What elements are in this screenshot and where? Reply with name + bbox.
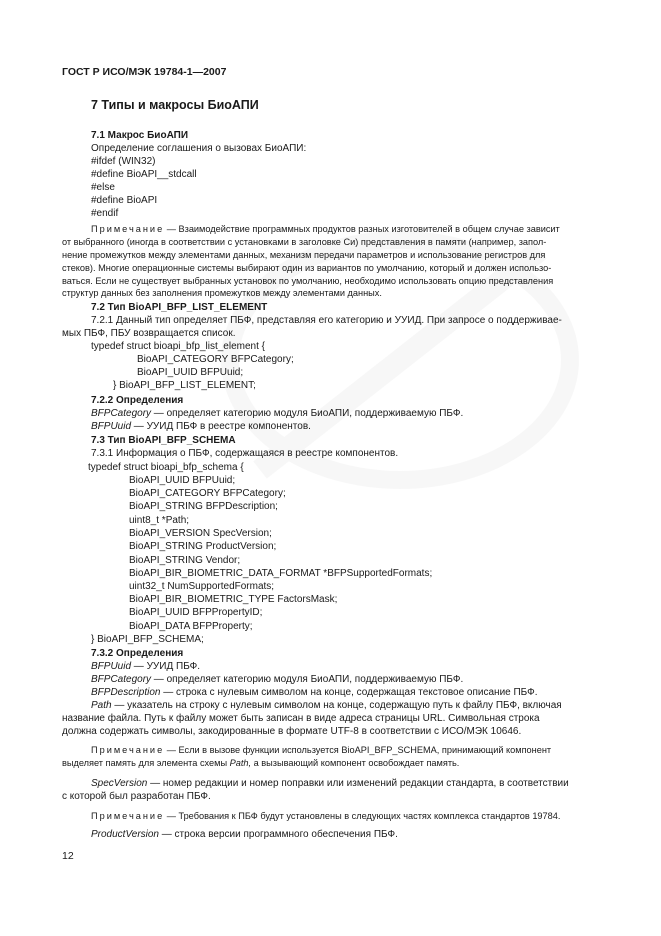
note-line: стеков). Многие операционные системы выбирают один из вариантов по умолчанию, который и должен использо- <box>62 263 552 273</box>
note-line: Примечание — Если в вызове функции используется BioAPI_BFP_SCHEMA, принимающий компонент <box>91 745 552 755</box>
definition-line: SpecVersion — номер редакции и номер поправки или изменений редакции стандарта, в соответствии <box>91 778 569 789</box>
note-line: Примечание — Взаимодействие программных продуктов разных изготовителей в общем случае зависит <box>91 224 560 234</box>
code-line: BioAPI_CATEGORY BFPCategory; <box>137 354 294 365</box>
code-line: #define BioAPI <box>91 195 158 206</box>
code-field: BioAPI_STRING ProductVersion; <box>129 541 277 552</box>
definition-term: SpecVersion <box>91 778 148 789</box>
note-line: нение промежутков между элементами данных, механизм передачи параметров и использование регистров для <box>62 250 546 260</box>
definition-term: Path, <box>229 758 252 768</box>
definition-term: BFPCategory <box>91 674 152 685</box>
code-line: } BioAPI_BFP_LIST_ELEMENT; <box>113 380 256 391</box>
code-field: BioAPI_UUID BFPUuid; <box>129 475 236 486</box>
note-line: от выбранного (иногда в соответствии с установками в заголовке Си) представления в памяти (например, запол- <box>62 237 547 247</box>
page-number: 12 <box>62 850 74 862</box>
code-field: BioAPI_BIR_BIOMETRIC_TYPE FactorsMask; <box>129 594 338 605</box>
definition-line: BFPCategory — определяет категорию модуля БиоАПИ, поддерживаемую ПБФ. <box>91 674 464 685</box>
standard-designation: ГОСТ Р ИСО/МЭК 19784-1—2007 <box>62 66 227 78</box>
definition-term: BFPUuid <box>91 661 132 672</box>
code-line: #ifdef (WIN32) <box>91 156 156 167</box>
text-line: Определение соглашения о вызовах БиоАПИ: <box>91 143 307 154</box>
note-line: выделяет память для элемента схемы Path, а вызывающий компонент освобождает память. <box>62 758 460 768</box>
code-line: BioAPI_UUID BFPUuid; <box>137 367 244 378</box>
note-line: ваться. Если не существует выбранных установок по умолчанию, необходимо использовать опцию представления <box>62 276 554 286</box>
text-line: название файла. Путь к файлу может быть записан в виде адреса страницы URL. Символьная строка <box>62 713 540 724</box>
subsection-7-2-heading: 7.2 Тип BioAPI_BFP_LIST_ELEMENT <box>91 302 268 313</box>
code-field: BioAPI_DATA BFPProperty; <box>129 621 253 632</box>
text-line: мых ПБФ, ПБУ возвращается список. <box>62 328 236 339</box>
code-field: BioAPI_CATEGORY BFPCategory; <box>129 488 286 499</box>
definition-term: BFPCategory <box>91 408 152 419</box>
note-line: Примечание — Требования к ПБФ будут установлены в следующих частях комплекса стандартов 19784. <box>91 811 561 821</box>
subsection-7-1-heading: 7.1 Макрос БиоАПИ <box>91 130 189 141</box>
section-title: 7 Типы и макросы БиоАПИ <box>91 98 259 112</box>
text-line: 7.2.1 Данный тип определяет ПБФ, представляя его категорию и УУИД. При запросе о поддерживае- <box>91 315 562 326</box>
definition-term: Path <box>91 700 112 711</box>
code-field: BioAPI_VERSION SpecVersion; <box>129 528 272 539</box>
definition-line: ProductVersion — строка версии программного обеспечения ПБФ. <box>91 829 398 840</box>
code-field: uint32_t NumSupportedFormats; <box>129 581 275 592</box>
note-label: Примечание <box>91 745 165 755</box>
definition-term: BFPDescription <box>91 687 161 698</box>
definition-term: BFPUuid <box>91 421 132 432</box>
subsection-7-2-2-heading: 7.2.2 Определения <box>91 395 184 406</box>
code-field: uint8_t *Path; <box>129 515 190 526</box>
code-line: typedef struct bioapi_bfp_list_element { <box>91 341 265 352</box>
code-line: #endif <box>91 208 119 219</box>
code-field: BioAPI_UUID BFPPropertyID; <box>129 607 263 618</box>
text-line: 7.3.1 Информация о ПБФ, содержащаяся в реестре компонентов. <box>91 448 399 459</box>
code-field: BioAPI_STRING BFPDescription; <box>129 501 278 512</box>
note-line: структур данных без заполнения промежутков между элементами данных. <box>62 288 382 298</box>
definition-term: ProductVersion <box>91 829 159 840</box>
code-field: BioAPI_STRING Vendor; <box>129 555 241 566</box>
code-field: BioAPI_BIR_BIOMETRIC_DATA_FORMAT *BFPSupportedFormats; <box>129 568 433 579</box>
definition-line: BFPCategory — определяет категорию модуля БиоАПИ, поддерживаемую ПБФ. <box>91 408 464 419</box>
code-line: } BioAPI_BFP_SCHEMA; <box>91 634 204 645</box>
note-label: Примечание <box>91 224 165 234</box>
definition-line: BFPDescription — строка с нулевым символом на конце, содержащая текстовое описание ПБФ. <box>91 687 538 698</box>
code-line: typedef struct bioapi_bfp_schema { <box>88 462 244 473</box>
note-label: Примечание <box>91 811 165 821</box>
code-line: #define BioAPI__stdcall <box>91 169 197 180</box>
text-line: должна содержать символы, закодированные в формате UTF-8 в соответствии с ИСО/МЭК 10646. <box>62 726 522 737</box>
definition-line: BFPUuid — УУИД ПБФ. <box>91 661 201 672</box>
subsection-7-3-2-heading: 7.3.2 Определения <box>91 648 184 659</box>
definition-line: BFPUuid — УУИД ПБФ в реестре компонентов. <box>91 421 311 432</box>
definition-line: Path — указатель на строку с нулевым символом на конце, содержащую путь к файлу ПБФ, включая <box>91 700 562 711</box>
subsection-7-3-heading: 7.3 Тип BioAPI_BFP_SCHEMA <box>91 435 236 446</box>
text-line: с которой был разработан ПБФ. <box>62 791 211 802</box>
code-line: #else <box>91 182 115 193</box>
